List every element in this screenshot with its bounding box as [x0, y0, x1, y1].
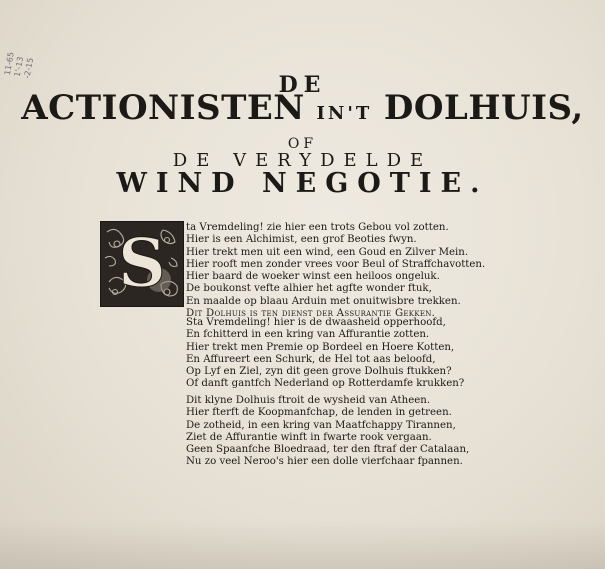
stanza-3	[186, 395, 469, 469]
ornament-initial-icon	[101, 222, 183, 306]
stanza-1	[186, 222, 485, 320]
verse-line: Hier baard de woeker winst een heiloos ongeluk.	[186, 271, 440, 283]
title-de: DE	[278, 72, 327, 98]
verse-line: Hier fterft de Koopmanfchap, de lenden in getreen.	[186, 407, 452, 419]
title-dolhuis: DOLHUIS,	[383, 88, 584, 128]
verse-line: Ziet de Affurantie winft in fwarte rook vergaan.	[186, 431, 432, 443]
marginalia-line: -2-15	[22, 56, 36, 80]
verse-line: Nu zo veel Neroo's hier een dolle vierfchaar fpannen.	[186, 456, 463, 468]
verse-line: Hier is een Alchimist, een grof Beoties fwyn.	[186, 234, 417, 246]
main-title	[0, 88, 605, 128]
title-actionisten: ACTIONISTEN	[21, 88, 305, 128]
verse-line: En maalde op blaau Arduin met onuitwisbre trekken.	[186, 295, 461, 307]
decorated-initial	[100, 221, 184, 307]
title-of: OF	[287, 136, 318, 152]
marginalia-line: 1'-13	[12, 55, 26, 78]
verse-line: Hier trekt men Premie op Bordeel en Hoere Kotten,	[186, 341, 455, 353]
paper-fold-shadow	[0, 520, 605, 569]
stanza-2	[186, 317, 464, 391]
verse-line: Geen Spaanfche Bloedraad, ter den ftraf der Catalaan,	[186, 444, 470, 456]
dropcap-letter: S	[118, 224, 166, 302]
title-de-verydelde: DE VERYDELDE	[172, 150, 433, 171]
verse-line: Of danft gantfch Nederland op Rotterdamfe krukken?	[186, 378, 465, 390]
verse-line: Hier trekt men uit een wind, een Goud en Zilver Mein.	[186, 246, 469, 258]
verse-line: De boukonst vefte alhier het agfte wonder ftuk,	[186, 283, 432, 295]
verse-line: ta Vremdeling! zie hier een trots Gebou vol zotten.	[186, 222, 449, 233]
verse-line: En fchitterd in een kring van Affurantie zotten.	[186, 329, 430, 341]
verse-line: Sta Vremdeling! hier is de dwaasheid opperhoofd,	[186, 317, 446, 328]
title-int: IN'T	[316, 103, 373, 124]
verse-line: Dit klyne Dolhuis ftroit de wysheid van Atheen.	[186, 395, 431, 406]
verse-line: En Affureert een Schurk, de Hel tot aas beloofd,	[186, 353, 436, 365]
verse-line: Hier rooft men zonder vrees voor Beul of Straffchavotten.	[186, 258, 486, 270]
verse-line: Op Lyf en Ziel, zyn dit geen grove Dolhuis ftukken?	[186, 366, 452, 378]
verse-closing-line: Dit Dolhuis is ten dienst der Assurantie Gekken.	[186, 308, 436, 320]
title-wind-negotie: WIND NEGOTIE.	[116, 168, 489, 199]
verse-line: De zotheid, in een kring van Maatfchappy Tirannen,	[186, 419, 456, 431]
marginalia-line: 11-65	[2, 51, 16, 76]
